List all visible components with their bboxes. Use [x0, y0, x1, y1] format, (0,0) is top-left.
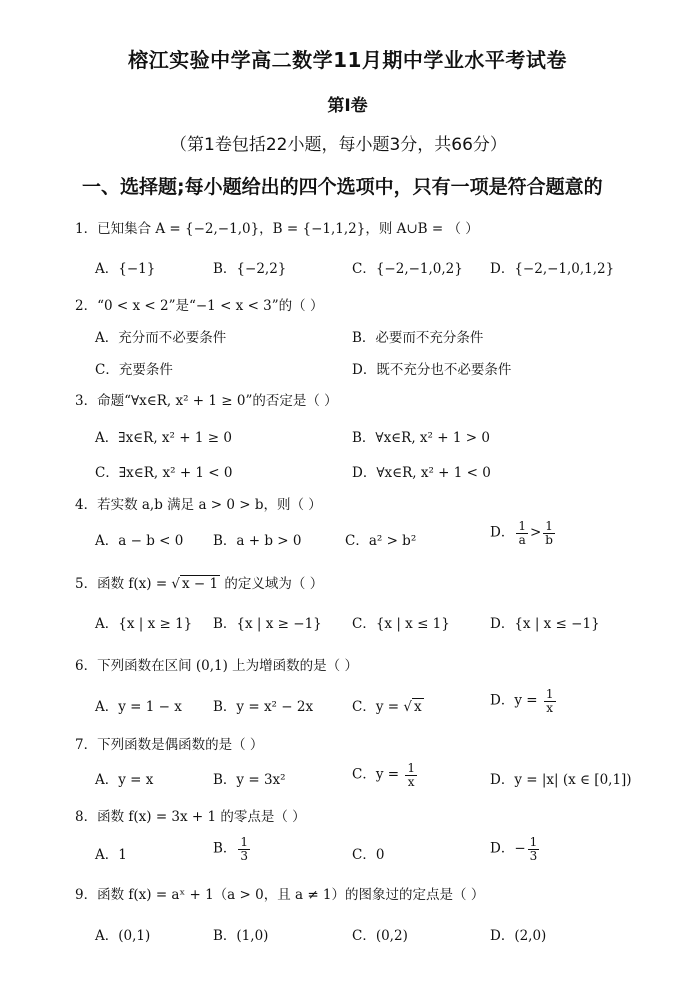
section-heading: 一、选择题;每小题给出的四个选项中，只有一项是符合题意的 [82, 176, 603, 198]
question-6-stem: 6．下列函数在区间 (0,1) 上为增函数的是（ ） [75, 658, 358, 674]
question-7-option-c [352, 762, 419, 788]
question-7-option-a: A．y = x [95, 772, 154, 788]
question-7-option-d: D．y = |x| (x ∈ [0,1]) [490, 772, 632, 788]
question-5-stem [75, 572, 323, 592]
fraction-numerator: 1 [529, 835, 538, 849]
question-5-option-c: C．{x | x ≤ 1} [352, 616, 450, 632]
sqrt-sign: √ [171, 576, 181, 592]
fraction-denominator: x [546, 700, 554, 715]
question-3-option-b: B．∀x∈R, x² + 1 > 0 [352, 430, 490, 446]
question-9-option-a: A．(0,1) [95, 928, 151, 944]
fraction-denominator: x [407, 774, 415, 789]
fraction-1-over-x [405, 762, 417, 788]
exam-title: 榕江实验中学高二数学11月期中学业水平考试卷 [128, 48, 567, 72]
question-7-option-c-label: C．y = [352, 766, 404, 783]
fraction-numerator: 1 [240, 835, 249, 849]
fraction-1-over-a [516, 520, 528, 546]
comparison-operator: > [529, 524, 542, 541]
question-3-option-d: D．∀x∈R, x² + 1 < 0 [352, 465, 491, 481]
question-2-option-d: D．既不充分也不必要条件 [352, 362, 512, 378]
question-1-option-c: C．{−2,−1,0,2} [352, 261, 463, 277]
question-7-option-b: B．y = 3x² [213, 772, 286, 788]
sqrt-radicand: x − 1 [182, 576, 219, 592]
question-6-option-d-label: D．y = [490, 692, 542, 709]
question-1-option-d: D．{−2,−1,0,1,2} [490, 261, 615, 277]
question-1-stem: 1．已知集合 A = {−2,−1,0}，B = {−1,1,2}，则 A∪B = （ ） [75, 221, 479, 237]
question-2-stem: 2．“0 < x < 2”是“−1 < x < 3”的（ ） [75, 298, 324, 314]
fraction-numerator: 1 [518, 519, 526, 533]
question-6-option-c [352, 695, 424, 715]
question-6-option-b: B．y = x² − 2x [213, 699, 314, 715]
fraction-denominator: 3 [240, 848, 249, 863]
question-1-option-b: B．{−2,2} [213, 261, 287, 277]
question-4-option-a: A．a − b < 0 [95, 533, 184, 549]
fraction-denominator: b [545, 532, 553, 547]
fraction-numerator: 1 [545, 687, 554, 701]
fraction-denominator: 3 [529, 848, 538, 863]
question-2-option-a: A．充分而不必要条件 [95, 330, 227, 346]
question-8-stem: 8．函数 f(x) = 3x + 1 的零点是（ ） [75, 809, 306, 825]
question-4-option-c: C．a² > b² [345, 533, 417, 549]
question-4-option-d-label: D． [490, 524, 515, 541]
question-6-option-d [490, 688, 558, 714]
fraction-numerator: 1 [407, 761, 415, 775]
question-6-option-a: A．y = 1 − x [95, 699, 182, 715]
question-2-option-c: C．充要条件 [95, 362, 173, 378]
question-3-option-c: C．∃x∈R, x² + 1 < 0 [95, 465, 233, 481]
question-4-option-d [490, 520, 557, 546]
question-2-option-b: B．必要而不充分条件 [352, 330, 484, 346]
fraction-1-over-3 [238, 836, 250, 862]
question-4-option-b: B．a + b > 0 [213, 533, 302, 549]
question-9-option-b: B．(1,0) [213, 928, 269, 944]
sqrt-radicand: x [413, 699, 422, 715]
fraction-1-over-b [543, 520, 555, 546]
question-8-option-b-label: B． [213, 840, 237, 857]
volume-note: （第1卷包括22小题，每小题3分，共66分） [170, 135, 507, 155]
volume-label: 第Ⅰ卷 [327, 96, 368, 116]
fraction-1-over-3 [528, 836, 540, 862]
fraction-numerator: 1 [543, 520, 555, 534]
sqrt-sign: √ [403, 699, 412, 715]
question-1-option-a: A．{−1} [95, 261, 156, 277]
question-6-option-c-label: C．y = [352, 699, 404, 715]
fraction-1-over-x [544, 688, 556, 714]
question-5-option-a: A．{x | x ≥ 1} [95, 616, 193, 632]
question-9-option-d: D．(2,0) [490, 928, 547, 944]
question-3-option-a: A．∃x∈R, x² + 1 ≥ 0 [95, 430, 232, 446]
question-5-stem-prefix: 5．函数 f(x) = [75, 576, 172, 592]
question-8-option-b [213, 836, 252, 862]
question-8-option-c: C．0 [352, 847, 385, 863]
question-8-option-d-label: D．− [490, 840, 526, 857]
fraction-denominator: a [518, 532, 526, 547]
question-9-stem: 9．函数 f(x) = aˣ + 1（a > 0，且 a ≠ 1）的图象过的定点是（ ） [75, 887, 485, 903]
question-5-stem-suffix: 的定义域为（ ） [220, 576, 324, 592]
question-7-stem: 7．下列函数是偶函数的是（ ） [75, 737, 264, 753]
question-8-option-a: A．1 [95, 847, 127, 863]
question-3-stem: 3．命题“∀x∈R, x² + 1 ≥ 0”的否定是（ ） [75, 393, 338, 409]
question-5-option-d: D．{x | x ≤ −1} [490, 616, 600, 632]
question-5-option-b: B．{x | x ≥ −1} [213, 616, 322, 632]
question-9-option-c: C．(0,2) [352, 928, 408, 944]
question-8-option-d [490, 836, 541, 862]
question-4-stem: 4．若实数 a,b 满足 a > 0 > b，则（ ） [75, 497, 322, 513]
